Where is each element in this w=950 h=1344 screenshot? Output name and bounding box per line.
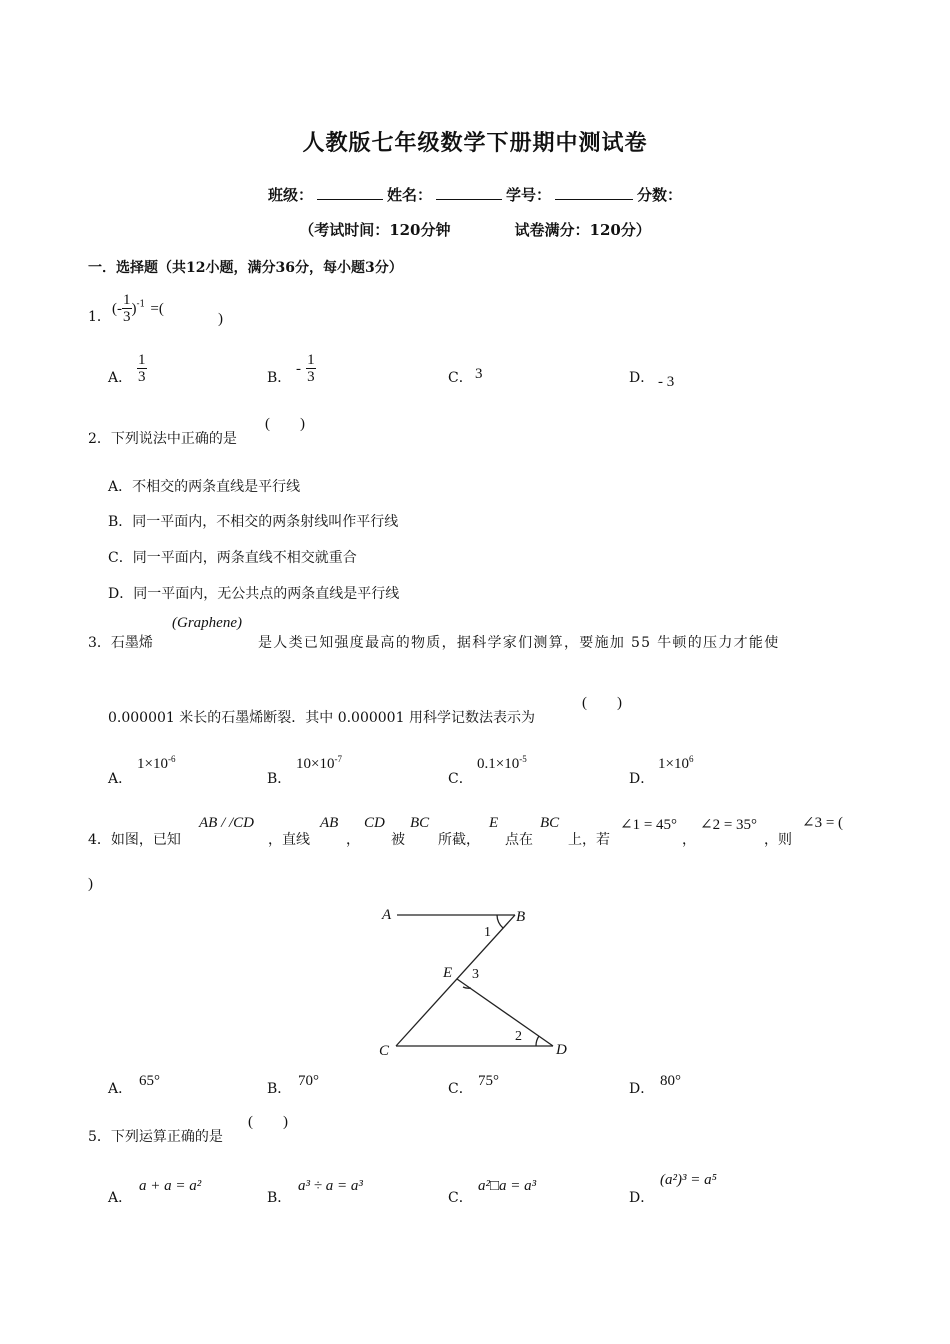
q3-option-d-value: $1\times 10^6$ bbox=[658, 754, 694, 772]
q4-text-1: 4．如图，已知 bbox=[88, 832, 181, 848]
q4-option-a-value: 65° bbox=[139, 1073, 160, 1089]
q2-option-b: B．同一平面内，不相交的两条射线叫作平行线 bbox=[108, 514, 399, 530]
q1-option-b-label: B． bbox=[267, 370, 292, 386]
q3-option-b-value: $10\times 10^{-7}$ bbox=[296, 754, 342, 772]
q4-text-3: ， bbox=[346, 832, 360, 848]
score-label: 分数： bbox=[637, 186, 683, 204]
q5-option-d-label: D． bbox=[629, 1190, 655, 1206]
point-c-label: C bbox=[379, 1043, 390, 1059]
q1-option-c-value: 3 bbox=[475, 366, 483, 382]
q1-exponent: -1 bbox=[136, 299, 146, 310]
student-info-line bbox=[0, 184, 950, 205]
q1-option-c-label: C． bbox=[448, 370, 473, 386]
class-label: 班级： bbox=[267, 186, 313, 204]
page-title: 人教版七年级数学下册期中测试卷 bbox=[302, 130, 648, 156]
q4-option-d-value: 80° bbox=[660, 1073, 681, 1089]
q4-math-bc2: BC bbox=[540, 815, 560, 831]
q4-text-6: 点在 bbox=[505, 832, 533, 848]
q1-close-paren: ) bbox=[218, 311, 223, 327]
q4-option-c-label: C． bbox=[448, 1081, 473, 1097]
q3-stem-continued: 是人类已知强度最高的物质，据科学家们测算，要施加 55 牛顿的压力才能使 bbox=[258, 635, 780, 651]
q2-option-c: C．同一平面内，两条直线不相交就重合 bbox=[108, 550, 357, 566]
q5-option-b-label: B． bbox=[267, 1190, 292, 1206]
q5-option-b-value: a³ ÷ a = a³ bbox=[298, 1178, 363, 1194]
line-bc bbox=[396, 915, 515, 1046]
class-blank bbox=[317, 185, 383, 200]
q3-stem-start: 3．石墨烯 bbox=[88, 635, 153, 651]
q3-stem-line2: 0.000001 米长的石墨烯断裂．其中 0.000001 用科学记数法表示为 bbox=[108, 710, 535, 726]
q4-option-b-value: 70° bbox=[298, 1073, 319, 1089]
point-b-label: B bbox=[516, 909, 526, 925]
q3-option-d-label: D． bbox=[629, 771, 655, 787]
q1-open: (- bbox=[112, 301, 122, 317]
q1-expression: (- $\frac{1}{3}$ )$^{-1}$ =( bbox=[112, 292, 164, 325]
q4-math-cd: CD bbox=[364, 815, 385, 831]
q3-option-a-value: $1\times 10^{-6}$ bbox=[137, 754, 176, 772]
section-heading: 一．选择题（共12小题，满分36分，每小题3分） bbox=[88, 260, 403, 276]
q4-option-b-label: B． bbox=[267, 1081, 292, 1097]
point-a-label: A bbox=[382, 907, 392, 923]
point-e-label: E bbox=[443, 965, 453, 981]
q5-option-c-label: C． bbox=[448, 1190, 473, 1206]
q1-option-a-fraction: $\frac{1}{3}$ bbox=[138, 352, 146, 385]
exam-time: （考试时间：120分钟 bbox=[299, 221, 451, 239]
q4-option-d-label: D． bbox=[629, 1081, 655, 1097]
angle-2-label: 2 bbox=[515, 1029, 522, 1044]
q3-graphene: (Graphene) bbox=[172, 615, 242, 631]
q5-option-a-value: a + a = a² bbox=[139, 1178, 202, 1194]
q3-option-a-label: A． bbox=[108, 771, 133, 787]
name-blank bbox=[436, 185, 502, 200]
q2-option-a: A．不相交的两条直线是平行线 bbox=[108, 479, 301, 495]
q1-option-b-fraction: - $\frac{1}{3}$ bbox=[296, 352, 315, 385]
q4-option-c-value: 75° bbox=[478, 1073, 499, 1089]
q4-text-8: ， bbox=[682, 832, 696, 848]
q4-option-a-label: A． bbox=[108, 1081, 133, 1097]
id-label: 学号： bbox=[506, 186, 552, 204]
q1-equals: =( bbox=[150, 301, 164, 317]
q3-option-c-value: $0.1\times 10^{-5}$ bbox=[477, 754, 527, 772]
q1-option-a-label: A． bbox=[108, 370, 133, 386]
q2-paren: ( ) bbox=[265, 416, 305, 432]
q3-paren: ( ) bbox=[582, 695, 622, 711]
q4-text-2: ，直线 bbox=[268, 832, 310, 848]
q4-math-angle2: ∠2 = 35° bbox=[700, 817, 758, 833]
q4-math-bc: BC bbox=[410, 815, 430, 831]
q4-geometry-figure bbox=[370, 900, 580, 1060]
exam-info bbox=[0, 219, 950, 240]
point-d-label: D bbox=[556, 1042, 567, 1058]
q4-text-4: 被 bbox=[391, 832, 405, 848]
q2-option-d: D．同一平面内，无公共点的两条直线是平行线 bbox=[108, 586, 400, 602]
q3-option-b-label: B． bbox=[267, 771, 292, 787]
q4-text-7: 上，若 bbox=[568, 832, 610, 848]
q5-paren: ( ) bbox=[248, 1114, 288, 1130]
q4-math-e: E bbox=[489, 815, 499, 831]
q1-fraction: $\frac{1}{3}$ bbox=[123, 292, 131, 325]
q4-text-5: 所截， bbox=[438, 832, 480, 848]
angle-1-arc bbox=[497, 915, 503, 928]
q5-stem: 5．下列运算正确的是 bbox=[88, 1129, 223, 1145]
angle-3-label: 3 bbox=[472, 967, 479, 982]
q2-stem: 2．下列说法中正确的是 bbox=[88, 431, 237, 447]
id-blank bbox=[555, 185, 633, 200]
q5-option-d-value: (a²)³ = a⁵ bbox=[660, 1172, 717, 1188]
q4-math-angle3: ∠3 = ( bbox=[802, 815, 844, 831]
q1-option-d-value: - 3 bbox=[658, 374, 675, 390]
q3-option-c-label: C． bbox=[448, 771, 473, 787]
angle-2-arc bbox=[536, 1036, 539, 1046]
q4-close-paren: ) bbox=[88, 876, 93, 892]
q4-math-ab: AB bbox=[320, 815, 339, 831]
q4-math-angle1: ∠1 = 45° bbox=[620, 817, 678, 833]
q1-number: 1． bbox=[88, 309, 111, 325]
q5-option-a-label: A． bbox=[108, 1190, 133, 1206]
q5-option-c-value: a²□a = a³ bbox=[478, 1178, 537, 1194]
q4-math-parallel: AB / /CD bbox=[199, 815, 254, 831]
q1-option-d-label: D． bbox=[629, 370, 655, 386]
angle-1-label: 1 bbox=[484, 925, 491, 940]
q4-text-9: ，则 bbox=[764, 832, 792, 848]
exam-full-score: 试卷满分：120分） bbox=[514, 221, 651, 239]
name-label: 姓名： bbox=[386, 186, 432, 204]
